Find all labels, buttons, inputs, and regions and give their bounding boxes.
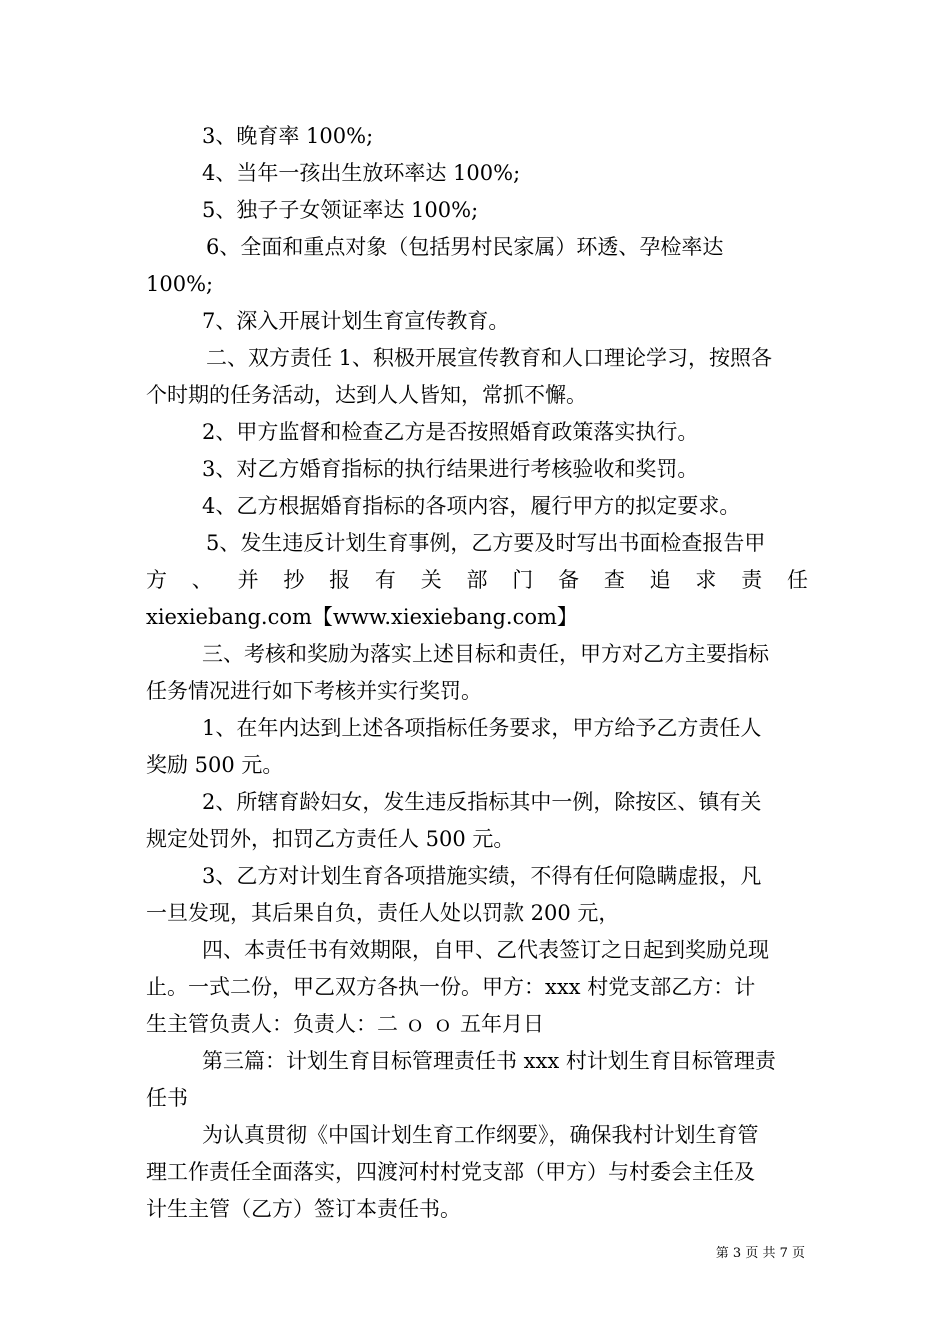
text-line: xiexiebang.com【www.xiexiebang.com】 — [146, 605, 578, 629]
text-line: 任书 — [146, 1086, 188, 1110]
text-line: 规定处罚外，扣罚乙方责任人 500 元。 — [146, 827, 515, 851]
text-line: 5、发生违反计划生育事例，乙方要及时写出书面检查报告甲 — [206, 531, 766, 555]
text-line: 3、乙方对计划生育各项措施实绩，不得有任何隐瞒虚报，凡 — [202, 864, 762, 888]
text-line: 7、深入开展计划生育宣传教育。 — [202, 309, 510, 333]
text-line: 3、晚育率 100%; — [202, 124, 374, 148]
text-line: 计生主管（乙方）签订本责任书。 — [146, 1197, 461, 1221]
text-line: 2、所辖育龄妇女，发生违反指标其中一例，除按区、镇有关 — [202, 790, 762, 814]
text-line: 止。一式二份，甲乙双方各执一份。甲方：xxx 村党支部乙方：计 — [146, 975, 756, 999]
text-line: 一旦发现，其后果自负，责任人处以罚款 200 元， — [146, 901, 620, 925]
text-line: 4、乙方根据婚育指标的各项内容，履行甲方的拟定要求。 — [202, 494, 741, 518]
text-line: 任务情况进行如下考核并实行奖罚。 — [146, 679, 482, 703]
text-line: 2、甲方监督和检查乙方是否按照婚育政策落实执行。 — [202, 420, 699, 444]
text-line: 三、考核和奖励为落实上述目标和责任，甲方对乙方主要指标 — [202, 642, 769, 666]
text-line: 100%; — [146, 272, 214, 296]
text-line: 个时期的任务活动，达到人人皆知，常抓不懈。 — [146, 383, 587, 407]
text-line: 理工作责任全面落实，四渡河村村党支部（甲方）与村委会主任及 — [146, 1160, 755, 1184]
text-line: 5、独子子女领证率达 100%; — [202, 198, 479, 222]
text-line: 3、对乙方婚育指标的执行结果进行考核验收和奖罚。 — [202, 457, 699, 481]
text-line: 方 、 并 抄 报 有 关 部 门 备 查 追 求 责 任 — [146, 568, 808, 592]
text-line: 为认真贯彻《中国计划生育工作纲要》，确保我村计划生育管 — [202, 1123, 759, 1147]
text-line: 4、当年一孩出生放环率达 100%; — [202, 161, 521, 185]
text-line: 奖励 500 元。 — [146, 753, 284, 777]
text-line: 1、在年内达到上述各项指标任务要求，甲方给予乙方责任人 — [202, 716, 762, 740]
page-number-footer: 第 3 页 共 7 页 — [715, 1246, 805, 1261]
text-line: 生主管负责人：负责人：二 ｏ ｏ 五年月日 — [146, 1012, 545, 1036]
text-line: 二、双方责任 1、积极开展宣传教育和人口理论学习，按照各 — [206, 346, 773, 370]
text-line: 第三篇：计划生育目标管理责任书 xxx 村计划生育目标管理责 — [202, 1049, 776, 1073]
text-line: 6、全面和重点对象（包括男村民家属）环透、孕检率达 — [206, 235, 724, 259]
document-body — [146, 118, 808, 1228]
text-line: 四、本责任书有效期限，自甲、乙代表签订之日起到奖励兑现 — [202, 938, 769, 962]
